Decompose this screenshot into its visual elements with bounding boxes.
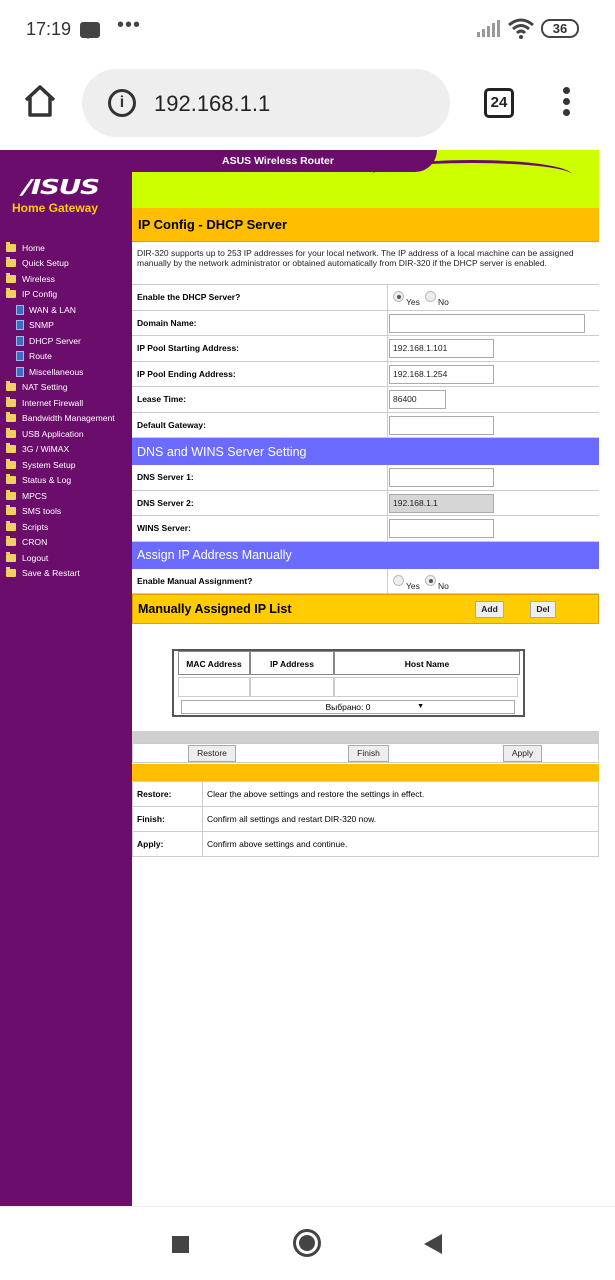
assigned-select-value: Выбрано: 0 (325, 702, 371, 712)
folder-icon (6, 290, 16, 298)
dns2-input[interactable]: 192.168.1.1 (389, 494, 494, 513)
page-icon (16, 367, 24, 377)
battery-icon: 36 (541, 19, 579, 38)
main-content (132, 208, 599, 849)
col-ip: IP Address (250, 651, 334, 675)
dns1-label: DNS Server 1: (132, 465, 388, 490)
folder-icon (6, 507, 16, 515)
sidebar-item-label[interactable]: USB Application (22, 428, 84, 439)
manual-assign-row (132, 569, 599, 595)
lease-time-row (132, 387, 599, 413)
sidebar-item[interactable] (6, 333, 115, 349)
mac-input[interactable] (178, 677, 250, 697)
help-finish-text: Confirm all settings and restart DIR-320 now. (207, 813, 377, 824)
wins-input[interactable] (389, 519, 494, 538)
page-description: DIR-320 supports up to 253 IP addresses for your local network. The IP address of a local machine can be assigned manually by the network administrator or obtained automatically from DIR-320 if the DHCP server is enabled. (132, 242, 599, 285)
page-icon (16, 305, 24, 315)
help-apply-text: Confirm above settings and continue. (207, 838, 348, 849)
dns2-label: DNS Server 2: (132, 491, 388, 516)
lease-time-input[interactable]: 86400 (389, 390, 446, 409)
sidebar-item-label[interactable]: CRON (22, 537, 48, 548)
folder-icon (6, 445, 16, 453)
system-nav-bar (0, 1206, 615, 1280)
sidebar-item-label[interactable]: Miscellaneous (29, 366, 84, 377)
host-input[interactable] (334, 677, 518, 697)
dns2-row (132, 491, 599, 517)
sidebar-item-label[interactable]: Quick Setup (22, 258, 69, 269)
sidebar-item[interactable] (6, 271, 115, 287)
sidebar-item[interactable] (6, 519, 115, 535)
folder-icon (6, 383, 16, 391)
folder-icon (6, 569, 16, 577)
recents-icon[interactable] (172, 1236, 189, 1253)
dns1-input[interactable] (389, 468, 494, 487)
page-icon (16, 320, 24, 330)
sidebar-item-label[interactable]: SNMP (29, 320, 54, 331)
dhcp-no-radio[interactable] (425, 291, 436, 302)
pool-end-row (132, 362, 599, 388)
header-banner (132, 150, 599, 208)
col-host: Host Name (334, 651, 520, 675)
sidebar-item-label[interactable]: 3G / WiMAX (22, 444, 70, 455)
dns1-row (132, 465, 599, 491)
sidebar-item-label[interactable]: Bandwidth Management (22, 413, 115, 424)
wins-row (132, 516, 599, 542)
assigned-list-header (132, 594, 599, 624)
help-finish (132, 806, 599, 832)
sidebar-item-label[interactable]: Wireless (22, 273, 55, 284)
sidebar-item-label[interactable]: MPCS (22, 490, 47, 501)
pool-end-input[interactable]: 192.168.1.254 (389, 365, 494, 384)
gateway-input[interactable] (389, 416, 494, 435)
assigned-select[interactable] (181, 700, 515, 714)
domain-name-label: Domain Name: (132, 311, 388, 336)
sidebar-item[interactable] (6, 442, 115, 458)
dhcp-yes-label: Yes (406, 297, 420, 307)
sidebar-item-label[interactable]: DHCP Server (29, 335, 81, 346)
sidebar-item[interactable] (6, 302, 115, 318)
sidebar-item[interactable] (6, 349, 115, 365)
help-restore-text: Clear the above settings and restore the settings in effect. (207, 788, 425, 799)
add-button[interactable]: Add (475, 601, 504, 618)
domain-name-row (132, 311, 599, 337)
home-gateway-label: Home Gateway (12, 201, 99, 215)
sidebar-item[interactable] (6, 535, 115, 551)
folder-icon (6, 538, 16, 546)
sidebar-item[interactable] (6, 318, 115, 334)
gateway-row (132, 413, 599, 439)
manual-no-radio[interactable] (425, 575, 436, 586)
help-finish-key: Finish: (133, 807, 203, 831)
sidebar-item-label[interactable]: Status & Log (22, 475, 72, 486)
folder-icon (6, 414, 16, 422)
domain-name-input[interactable] (389, 314, 585, 333)
folder-icon (6, 492, 16, 500)
pool-start-row (132, 336, 599, 362)
more-dots-icon: ••• (117, 14, 142, 36)
sidebar-item-label[interactable]: Scripts (22, 521, 49, 532)
assigned-ip-table (172, 649, 525, 717)
sidebar-item-label[interactable]: Logout (22, 552, 49, 563)
dns-section-title: DNS and WINS Server Setting (132, 438, 599, 465)
page-title: IP Config - DHCP Server (132, 208, 599, 242)
address-bar[interactable] (82, 69, 450, 137)
page-icon (16, 336, 24, 346)
sidebar-nav (6, 240, 115, 581)
assigned-list-title: Manually Assigned IP List (138, 602, 292, 616)
dropdown-arrow-icon: ▼ (417, 703, 424, 710)
router-page (0, 150, 615, 1206)
folder-icon (6, 476, 16, 484)
del-button[interactable]: Del (530, 601, 556, 618)
sidebar-item-label[interactable]: WAN & LAN (29, 304, 76, 315)
sidebar-item[interactable] (6, 457, 115, 473)
sidebar-item[interactable] (6, 473, 115, 489)
signal-icon (477, 20, 501, 38)
asus-logo: /ISUS (22, 175, 99, 199)
ip-input[interactable] (250, 677, 334, 697)
sidebar-item-label[interactable]: Route (29, 351, 52, 362)
folder-icon (6, 244, 16, 252)
url-text[interactable]: 192.168.1.1 (154, 91, 271, 116)
sidebar-item[interactable] (6, 240, 115, 256)
folder-icon (6, 430, 16, 438)
home-icon[interactable] (22, 84, 58, 118)
folder-icon (6, 259, 16, 267)
sidebar-item-label[interactable]: SMS tools (22, 506, 62, 517)
pool-start-input[interactable]: 192.168.1.101 (389, 339, 494, 358)
status-bar (0, 0, 615, 62)
sidebar-item-label[interactable]: NAT Setting (22, 382, 68, 393)
apply-button[interactable]: Apply (503, 745, 542, 762)
enable-dhcp-row (132, 285, 599, 311)
sidebar-item-label[interactable]: Home (22, 242, 45, 253)
menu-icon[interactable] (563, 87, 571, 120)
folder-icon (6, 275, 16, 283)
col-mac: MAC Address (178, 651, 250, 675)
sidebar (0, 150, 132, 1206)
manual-no-label: No (438, 580, 449, 591)
sidebar-item[interactable] (6, 364, 115, 380)
home-circle-icon[interactable] (293, 1229, 321, 1257)
sidebar-item-label[interactable]: Internet Firewall (22, 397, 84, 408)
sidebar-item[interactable] (6, 488, 115, 504)
manual-yes-radio[interactable] (393, 575, 404, 586)
pool-end-label: IP Pool Ending Address: (132, 362, 388, 387)
manual-yes-label: Yes (406, 580, 420, 591)
help-apply-key: Apply: (133, 832, 203, 856)
sidebar-item[interactable] (6, 395, 115, 411)
sidebar-item-label[interactable]: IP Config (22, 289, 58, 300)
tabs-icon[interactable]: 24 (484, 88, 514, 118)
sidebar-item[interactable] (6, 550, 115, 566)
page-icon (16, 351, 24, 361)
message-icon (80, 22, 100, 38)
restore-button[interactable]: Restore (188, 745, 236, 762)
sidebar-item[interactable] (6, 411, 115, 427)
lease-time-label: Lease Time: (132, 387, 388, 412)
enable-dhcp-label: Enable the DHCP Server? (132, 285, 388, 310)
back-icon[interactable] (424, 1234, 442, 1254)
help-restore-key: Restore: (133, 782, 203, 806)
sidebar-item[interactable] (6, 287, 115, 303)
folder-icon (6, 554, 16, 562)
sidebar-item-label[interactable]: System Setup (22, 459, 76, 470)
finish-button[interactable]: Finish (348, 745, 389, 762)
sidebar-item-label[interactable]: Save & Restart (22, 568, 80, 579)
sidebar-item[interactable] (6, 504, 115, 520)
folder-icon (6, 399, 16, 407)
action-buttons-row (132, 743, 599, 763)
header-title: ASUS Wireless Router (222, 155, 334, 167)
info-icon[interactable]: i (108, 89, 136, 117)
manual-assign-label: Enable Manual Assignment? (132, 569, 388, 594)
sidebar-item[interactable] (6, 256, 115, 272)
wifi-icon (507, 18, 535, 40)
browser-toolbar (0, 62, 615, 148)
pool-start-label: IP Pool Starting Address: (132, 336, 388, 361)
sidebar-item[interactable] (6, 426, 115, 442)
dhcp-no-label: No (438, 297, 449, 307)
status-time: 17:19 (26, 19, 72, 39)
folder-icon (6, 523, 16, 531)
dhcp-yes-radio[interactable] (393, 291, 404, 302)
gateway-label: Default Gateway: (132, 413, 388, 438)
folder-icon (6, 461, 16, 469)
help-restore (132, 781, 599, 807)
help-apply (132, 831, 599, 857)
assign-section-title: Assign IP Address Manually (132, 542, 599, 569)
wins-label: WINS Server: (132, 516, 388, 541)
sidebar-item[interactable] (6, 380, 115, 396)
sidebar-item[interactable] (6, 566, 115, 582)
